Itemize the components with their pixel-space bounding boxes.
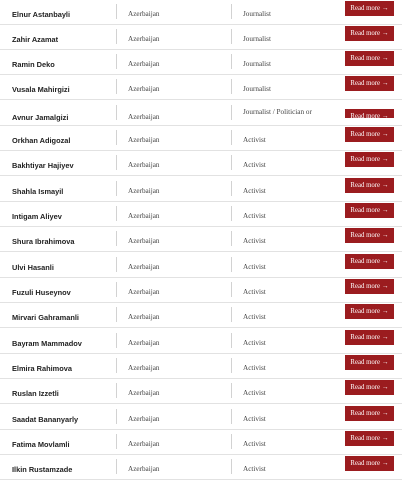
person-name[interactable]: Shura Ibrahimova: [12, 237, 75, 246]
person-name[interactable]: Bayram Mammadov: [12, 339, 82, 348]
table-row: [0, 177, 402, 202]
column-divider: [116, 434, 117, 449]
person-role: Journalist: [243, 60, 271, 68]
column-divider: [116, 4, 117, 19]
person-name[interactable]: Elmira Rahimova: [12, 364, 72, 373]
person-country: Azerbaijan: [128, 415, 160, 423]
person-name[interactable]: Intigam Aliyev: [12, 212, 62, 221]
column-divider: [116, 333, 117, 348]
person-name[interactable]: Fatima Movlamli: [12, 440, 70, 449]
column-divider: [231, 54, 232, 69]
person-country: Azerbaijan: [128, 113, 160, 121]
column-divider: [231, 206, 232, 221]
column-divider: [231, 130, 232, 145]
person-role: Journalist / Politician or: [243, 108, 312, 116]
table-row: [0, 253, 402, 278]
read-more-button[interactable]: Read more →: [345, 431, 394, 446]
read-more-button[interactable]: Read more →: [345, 178, 394, 193]
table-row: [0, 430, 402, 455]
column-divider: [116, 257, 117, 272]
person-role: Activist: [243, 288, 266, 296]
column-divider: [116, 307, 117, 322]
table-row: [0, 227, 402, 252]
read-more-button[interactable]: Read more →: [345, 330, 394, 345]
read-more-button[interactable]: Read more →: [345, 203, 394, 218]
person-role: Activist: [243, 161, 266, 169]
table-row: [0, 354, 402, 379]
person-name[interactable]: Ruslan Izzetli: [12, 389, 59, 398]
column-divider: [116, 206, 117, 221]
person-role: Activist: [243, 212, 266, 220]
person-name[interactable]: Mirvari Gahramanli: [12, 313, 79, 322]
column-divider: [231, 409, 232, 424]
read-more-button[interactable]: Read more →: [345, 279, 394, 294]
table-row: [0, 455, 402, 480]
read-more-button[interactable]: Read more →: [345, 152, 394, 167]
column-divider: [116, 231, 117, 246]
column-divider: [116, 181, 117, 196]
person-country: Azerbaijan: [128, 389, 160, 397]
column-divider: [231, 231, 232, 246]
person-role: Activist: [243, 440, 266, 448]
person-country: Azerbaijan: [128, 187, 160, 195]
column-divider: [231, 79, 232, 94]
person-name[interactable]: Bakhtiyar Hajiyev: [12, 161, 74, 170]
table-row: [0, 0, 402, 25]
person-name[interactable]: Orkhan Adigozal: [12, 136, 71, 145]
person-country: Azerbaijan: [128, 440, 160, 448]
table-row: [0, 101, 402, 126]
column-divider: [116, 79, 117, 94]
person-name[interactable]: Ulvi Hasanli: [12, 263, 54, 272]
table-row: [0, 278, 402, 303]
column-divider: [231, 282, 232, 297]
person-role: Activist: [243, 364, 266, 372]
read-more-button[interactable]: Read more →: [345, 406, 394, 421]
column-divider: [231, 333, 232, 348]
person-role: Activist: [243, 187, 266, 195]
table-row: [0, 75, 402, 100]
column-divider: [231, 358, 232, 373]
person-name[interactable]: Elnur Astanbayli: [12, 10, 71, 19]
person-name[interactable]: Zahir Azamat: [12, 35, 59, 44]
person-country: Azerbaijan: [128, 339, 160, 347]
column-divider: [231, 307, 232, 322]
read-more-button[interactable]: Read more →: [345, 380, 394, 395]
person-role: Activist: [243, 237, 266, 245]
column-divider: [231, 181, 232, 196]
person-role: Activist: [243, 465, 266, 473]
person-country: Azerbaijan: [128, 212, 160, 220]
person-name[interactable]: Saadat Bananyarly: [12, 415, 79, 424]
person-role: Journalist: [243, 35, 271, 43]
column-divider: [231, 155, 232, 170]
column-divider: [116, 54, 117, 69]
column-divider: [116, 29, 117, 44]
person-name[interactable]: Avnur Jamalgizi: [12, 113, 69, 122]
column-divider: [116, 155, 117, 170]
person-name[interactable]: Shahla Ismayil: [12, 187, 64, 196]
person-country: Azerbaijan: [128, 161, 160, 169]
table-row: [0, 303, 402, 328]
read-more-button[interactable]: Read more →: [345, 1, 394, 16]
person-role: Activist: [243, 389, 266, 397]
read-more-button[interactable]: Read more →: [345, 228, 394, 243]
person-role: Activist: [243, 415, 266, 423]
person-country: Azerbaijan: [128, 465, 160, 473]
read-more-button[interactable]: Read more →: [345, 76, 394, 91]
read-more-button[interactable]: Read more →: [345, 355, 394, 370]
person-role: Activist: [243, 263, 266, 271]
column-divider: [116, 282, 117, 297]
column-divider: [231, 4, 232, 19]
column-divider: [231, 434, 232, 449]
read-more-button[interactable]: Read more →: [345, 109, 394, 118]
person-country: Azerbaijan: [128, 85, 160, 93]
person-name[interactable]: Fuzuli Huseynov: [12, 288, 71, 297]
table-row: [0, 50, 402, 75]
read-more-button[interactable]: Read more →: [345, 26, 394, 41]
column-divider: [116, 358, 117, 373]
person-country: Azerbaijan: [128, 313, 160, 321]
read-more-button[interactable]: Read more →: [345, 127, 394, 142]
table-row: [0, 126, 402, 151]
person-country: Azerbaijan: [128, 136, 160, 144]
read-more-button[interactable]: Read more →: [345, 254, 394, 269]
person-role: Activist: [243, 313, 266, 321]
person-country: Azerbaijan: [128, 364, 160, 372]
person-name[interactable]: Vusala Mahirgizi: [12, 85, 70, 94]
column-divider: [116, 409, 117, 424]
column-divider: [231, 105, 232, 120]
person-name[interactable]: Ilkin Rustamzade: [12, 465, 73, 474]
person-country: Azerbaijan: [128, 35, 160, 43]
table-row: [0, 405, 402, 430]
person-role: Journalist: [243, 10, 271, 18]
table-row: [0, 25, 402, 50]
table-row: [0, 151, 402, 176]
person-country: Azerbaijan: [128, 288, 160, 296]
person-role: Activist: [243, 339, 266, 347]
person-role: Activist: [243, 136, 266, 144]
table-row: [0, 379, 402, 404]
person-country: Azerbaijan: [128, 263, 160, 271]
column-divider: [116, 459, 117, 474]
column-divider: [231, 29, 232, 44]
person-role: Journalist: [243, 85, 271, 93]
person-country: Azerbaijan: [128, 60, 160, 68]
read-more-button[interactable]: Read more →: [345, 304, 394, 319]
table-row: [0, 329, 402, 354]
column-divider: [116, 383, 117, 398]
person-country: Azerbaijan: [128, 10, 160, 18]
person-country: Azerbaijan: [128, 237, 160, 245]
column-divider: [231, 383, 232, 398]
column-divider: [116, 105, 117, 120]
column-divider: [116, 130, 117, 145]
column-divider: [231, 459, 232, 474]
column-divider: [231, 257, 232, 272]
person-name[interactable]: Ramin Deko: [12, 60, 55, 69]
read-more-button[interactable]: Read more →: [345, 51, 394, 66]
table-row: [0, 202, 402, 227]
read-more-button[interactable]: Read more →: [345, 456, 394, 471]
